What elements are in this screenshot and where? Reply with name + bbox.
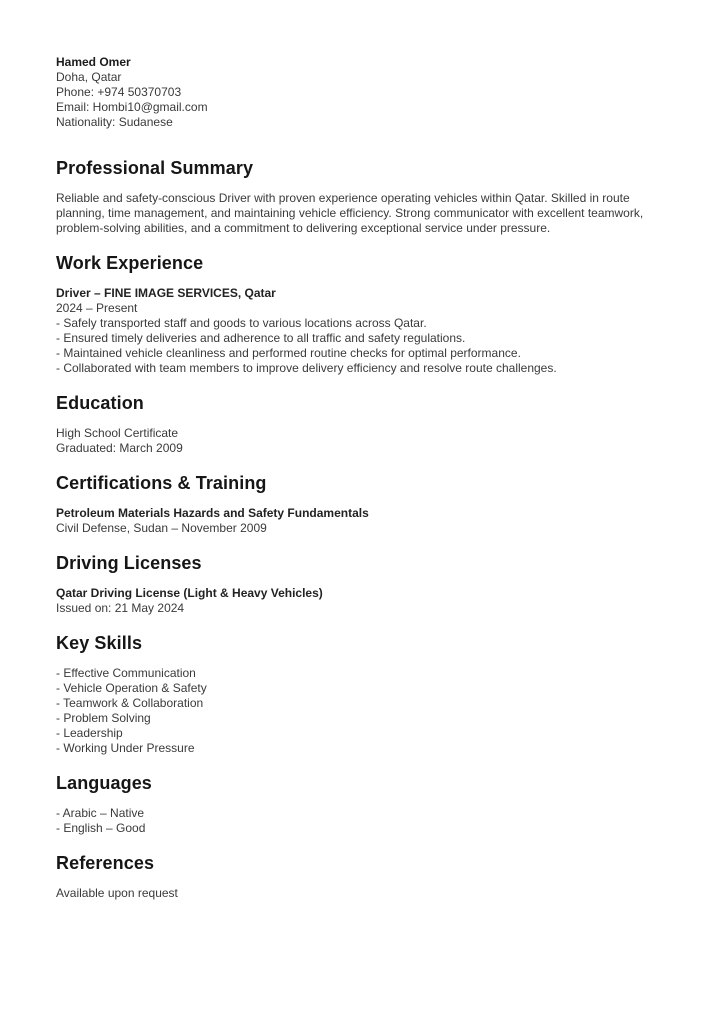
skill-item: - Problem Solving [56, 711, 151, 725]
contact-location: Doha, Qatar [56, 70, 122, 84]
section-title-licenses: Driving Licenses [56, 553, 202, 573]
section-references [56, 853, 668, 901]
skill-item: - Vehicle Operation & Safety [56, 681, 207, 695]
section-experience [56, 253, 668, 376]
section-education [56, 393, 668, 456]
language-item: - Arabic – Native [56, 806, 145, 820]
section-title-summary: Professional Summary [56, 158, 254, 178]
section-title-skills: Key Skills [56, 633, 143, 653]
job-bullet: - Ensured timely deliveries and adherence to all traffic and safety regulations. [56, 331, 466, 345]
section-certifications [56, 473, 668, 536]
candidate-name: Hamed Omer [56, 55, 131, 69]
skill-item: - Effective Communication [56, 666, 196, 680]
section-title-certifications: Certifications & Training [56, 473, 267, 493]
section-title-experience: Work Experience [56, 253, 204, 273]
skill-item: - Working Under Pressure [56, 741, 195, 755]
contact-header [56, 55, 668, 130]
contact-phone: Phone: +974 50370703 [56, 85, 182, 99]
certification-issuer-line: Civil Defense, Sudan – November 2009 [56, 521, 267, 535]
education-graduated-line: Graduated: March 2009 [56, 441, 183, 455]
license-issued-line: Issued on: 21 May 2024 [56, 601, 185, 615]
certification-name-line: Petroleum Materials Hazards and Safety Fundamentals [56, 506, 369, 520]
section-languages [56, 773, 668, 836]
skill-item: - Leadership [56, 726, 123, 740]
section-skills [56, 633, 668, 756]
job-bullet: - Maintained vehicle cleanliness and performed routine checks for optimal performance. [56, 346, 521, 360]
references-line: Available upon request [56, 886, 178, 900]
language-item: - English – Good [56, 821, 146, 835]
job-title-line: Driver – FINE IMAGE SERVICES, Qatar [56, 286, 276, 300]
summary-paragraph: Reliable and safety-conscious Driver with proven experience operating vehicles within Qatar. Skilled in route planning, time management, and maintaining vehicle efficiency. Strong communicator with excellent teamwork, problem-solving abilities, and a commitment to delivering exceptional service under pressure. [56, 191, 644, 235]
section-title-references: References [56, 853, 155, 873]
section-title-education: Education [56, 393, 144, 413]
education-degree-line: High School Certificate [56, 426, 179, 440]
section-summary [56, 158, 668, 236]
contact-email: Email: Hombi10@gmail.com [56, 100, 208, 114]
section-title-languages: Languages [56, 773, 152, 793]
license-name-line: Qatar Driving License (Light & Heavy Vehicles) [56, 586, 323, 600]
skill-item: - Teamwork & Collaboration [56, 696, 204, 710]
contact-nationality: Nationality: Sudanese [56, 115, 173, 129]
job-bullet: - Collaborated with team members to improve delivery efficiency and resolve route challenges. [56, 361, 557, 375]
section-licenses [56, 553, 668, 616]
job-bullet: - Safely transported staff and goods to various locations across Qatar. [56, 316, 427, 330]
job-dates-line: 2024 – Present [56, 301, 138, 315]
